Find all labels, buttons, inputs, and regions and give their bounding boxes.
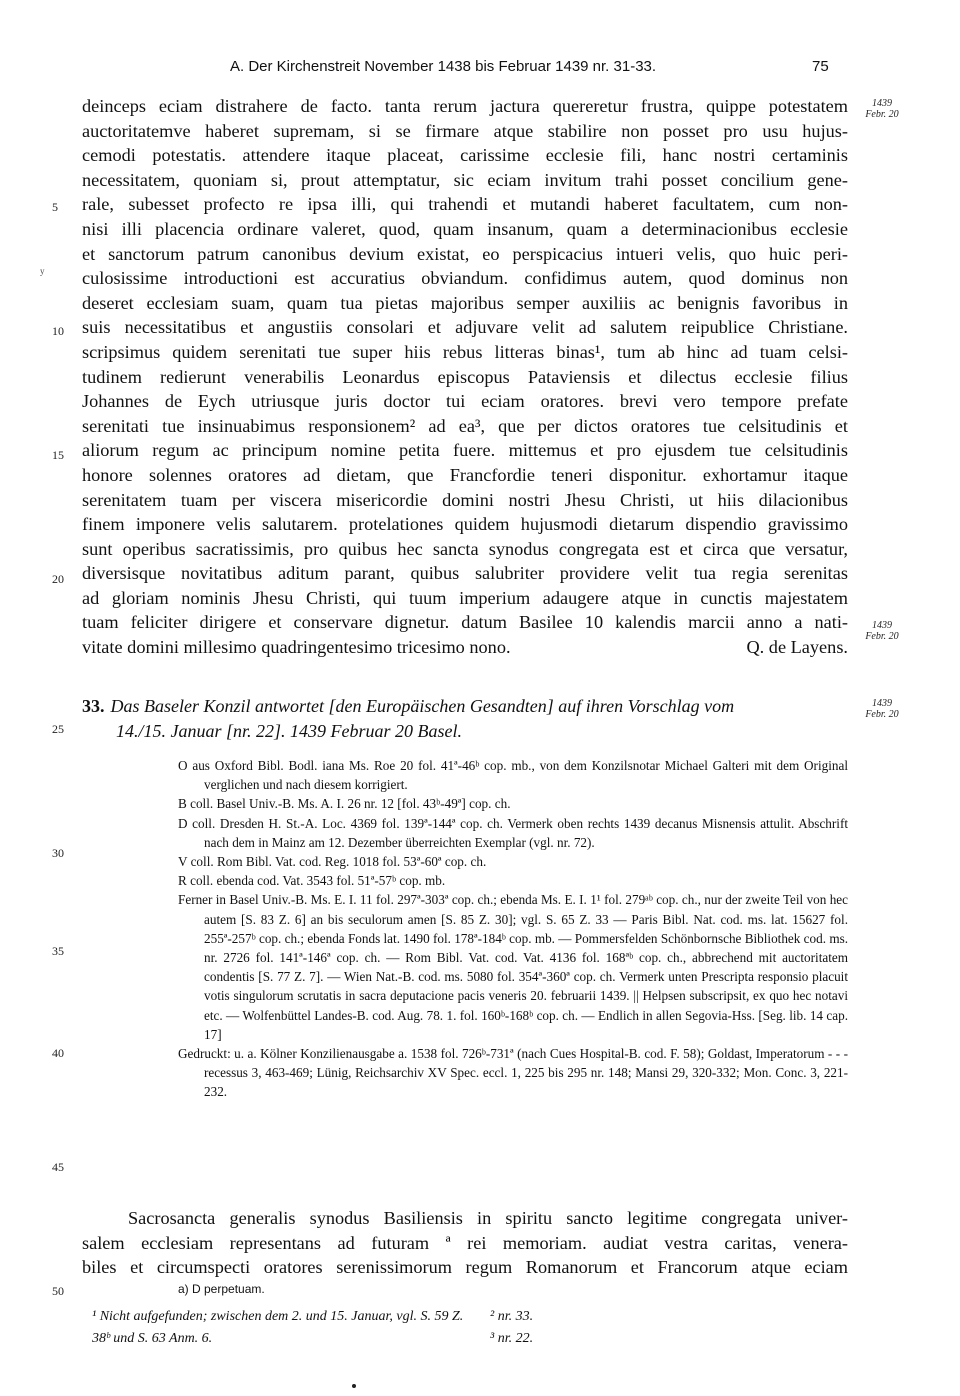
text-line: suis necessitatibus et angustiis consolari et adjuvare velit ad salutem reipublice Christiane. — [82, 317, 848, 338]
source-apparatus — [178, 756, 848, 1102]
footnote-3: ³ nr. 22. — [490, 1331, 534, 1346]
text-line: salem ecclesiam representans ad futuram ª rei memoriam. audiat vestra caritas, venera- — [82, 1232, 848, 1253]
closing-text: vitate domini millesimo quadringentesimo tricesimo nono. — [82, 637, 511, 658]
line-number: 5 — [52, 200, 58, 214]
line-number: 40 — [52, 1046, 64, 1060]
margin-date — [852, 98, 912, 120]
document-number: 33. — [82, 696, 105, 716]
source-entry: D coll. Dresden H. St.-A. Loc. 4369 fol. 139ª-144ª cop. ch. Vermerk oben rechts 1439 decanus Misnensis attulit. Abschrift nach dem in Mainz am 12. Dezember überreichten Exemplar (vgl. nr. 72). — [178, 815, 848, 850]
text-line: ad gloriam nominis Jhesu Christi, qui tuum imperium adaugere atque in cunctis majestatem — [82, 587, 848, 608]
line-number: 35 — [52, 944, 64, 958]
text-line: diversisque novitatibus aditum parant, quibus salubriter providere velit tua regia serenitas — [82, 563, 848, 584]
line-number: 30 — [52, 846, 64, 860]
text-line: aliorum regum ac principum nomine petita fuere. mittemus et pro ejusdem tue celsitudinis — [82, 440, 848, 461]
line-number: 10 — [52, 324, 64, 338]
margin-date — [852, 698, 912, 720]
text-line: tuam feliciter dirigere et conservare dignetur. datum Basilee 10 kalendis marcii anno a nati- — [82, 612, 848, 633]
line-number: 25 — [52, 722, 64, 736]
text-line: auctoritatemve haberet supremam, si se firmare atque stabilire non posset pro usu hujus- — [82, 120, 848, 141]
text-line: cemodi potestatis. attendere itaque placeat, carissime ecclesie fili, hanc nostri certaminis — [82, 145, 848, 166]
page-number: 75 — [812, 58, 829, 75]
margin-year: 1439 — [872, 620, 892, 631]
running-title: A. Der Kirchenstreit November 1438 bis Februar 1439 nr. 31-33. — [230, 58, 657, 75]
text-line: finem imponere velis salutarem. protelationes quidem hujusmodi dietarum dispendio gravissimo — [82, 514, 848, 535]
heading-line-2: 14./15. Januar [nr. 22]. 1439 Februar 20 Basel. — [116, 721, 462, 741]
line-number: 20 — [52, 572, 64, 586]
response-text — [82, 1206, 848, 1280]
source-entry: V coll. Rom Bibl. Vat. cod. Reg. 1018 fol. 53ª-60ª cop. ch. — [178, 854, 487, 870]
stray-mark: y — [40, 266, 45, 276]
text-line: necessitatem, quoniam si, prout attemptatur, sic eciam invitum trahi posset concilium gene- — [82, 169, 848, 190]
signature: Q. de Layens. — [746, 637, 848, 658]
text-line: honore solennes oratores ad dietam, que Francfordie teneri disponitur. exhortamur itaque — [82, 464, 848, 485]
text-line: sunt operibus sacratissimis, pro quibus hec sancta synodus congregata est et circa que versatur, — [82, 538, 848, 559]
text-line: serenitatem tuam per viscera misericordie domini nostri Jhesu Christi, ut hiis dilacionibus — [82, 489, 848, 510]
variant-note: a) D perpetuam. — [178, 1282, 265, 1296]
margin-year: 1439 — [872, 698, 892, 709]
letter-text — [82, 94, 848, 660]
ink-dot — [352, 1384, 356, 1388]
source-entry: O aus Oxford Bibl. Bodl. iana Ms. Roe 20 fol. 41ª-46ᵇ cop. mb., von dem Konzilsnotar Michael Galteri mit dem Original verglichen und nach diesem korrigiert. — [178, 758, 848, 793]
source-entry: Gedruckt: u. a. Kölner Konzilienausgabe a. 1538 fol. 726ᵇ-731ª (nach Cues Hospital-B. cod. F. 58); Goldast, Imperatorum - - - recessus 3, 463-469; Lünig, Reichsarchiv XV Spec. eccl. 1, 225 bis 295 nr. 148; Mansi 29, 320-332; Mon. Conc. 3, 221-232. — [178, 1046, 848, 1100]
margin-day: Febr. 20 — [865, 109, 899, 120]
margin-date — [852, 620, 912, 642]
text-line: et sanctorum patrum canonibus devium existat, eo perspicacius intueri velis, quo huic peri- — [82, 243, 848, 264]
source-entry: Ferner in Basel Univ.-B. Ms. E. I. 11 fol. 297ª-303ª cop. ch.; ebenda Ms. E. I. 1¹ fol. 279ᵃᵇ cop. ch., nur der zweite Teil von hec autem [S. 83 Z. 6] an bis seculorum amen [S. 85 Z. 30]; vgl. S. 65 Z. 33 — Paris Bibl. Nat. cod. ms. lat. 15627 fol. 255ª-257ᵇ cop. ch.; ebenda Fonds lat. 1490 fol. 178ª-184ᵇ cop. mb. — Pommersfelden Schönbornsche Bibliothek cod. ms. nr. 2726 fol. 141ª-146ª cop. ch. — Rom Bibl. Vat. cod. Vat. 4136 fol. 168ªᵇ cop. ch., abbrechend mit auctoritatem condentis [S. 77 Z. 7]. — Wien Nat.-B. cod. ms. 5080 fol. 354ª-360ª cop. ch. Vermerk unten Prescripta responsio placuit votis singulorum scrutatis in sacra deputacione pacis veneris 20. februarii 1439. || Helpsen subscripsit, ex quo hec notavi etc. — Wolfenbüttel Landes-B. cod. Aug. 78. 1. fol. 160ᵇ-168ᵇ cop. ch. — Endlich in allen Segovia-Hss. [Seg. lib. 14 cap. 17] — [178, 892, 848, 1042]
margin-day: Febr. 20 — [865, 709, 899, 720]
running-header — [0, 58, 960, 82]
document-heading — [82, 694, 848, 744]
text-line: tudinem redierunt venerabilis Leonardus episcopus Pataviensis et dilectus ecclesie filius — [82, 366, 848, 387]
closing-line — [82, 635, 848, 660]
source-entry: R coll. ebenda cod. Vat. 3543 fol. 51ª-57ᵇ cop. mb. — [178, 873, 446, 889]
text-line: biles et circumspecti oratores serenissimorum regum Romanorum et Francorum atque eciam — [82, 1257, 848, 1278]
text-line: rale, subesset profecto re ipsa illi, qui trahendi et mutandi haberet facultatem, cum non- — [82, 194, 848, 215]
heading-line-1: Das Baseler Konzil antwortet [den Europäischen Gesandten] auf ihren Vorschlag vom — [110, 696, 735, 716]
line-number: 15 — [52, 448, 64, 462]
text-line: deinceps eciam distrahere de facto. tanta rerum jactura quereretur frustra, quippe potestatem — [82, 96, 848, 116]
text-line: deseret ecclesiam suam, quam tua pietas majoribus semper auxiliis ac benignis favoribus in — [82, 292, 848, 313]
footnote-1: ¹ Nicht aufgefunden; zwischen dem 2. und 15. Januar, vgl. S. 59 Z. 38ᵇ und S. 63 Anm. 6. — [92, 1309, 464, 1346]
footnote-2: ² nr. 33. — [490, 1309, 534, 1324]
margin-day: Febr. 20 — [865, 631, 899, 642]
line-number: 50 — [52, 1284, 64, 1298]
text-line: Sacrosancta generalis synodus Basiliensis in spiritu sancto legitime congregata univer- — [128, 1208, 848, 1228]
text-line: nisi illi placencia ordinare valeret, quod, quam insanum, quam a determinacionibus ecclesie — [82, 218, 848, 239]
margin-year: 1439 — [872, 98, 892, 109]
line-number: 45 — [52, 1160, 64, 1174]
text-line: culosissime introductioni est accuratius obviandum. confidimus autem, quod dominus non — [82, 268, 848, 289]
text-line: scripsimus quidem serenitati tue super hiis rebus litteras binas¹, tum ab hinc ad tuam celsi- — [82, 341, 848, 362]
source-entry: B coll. Basel Univ.-B. Ms. A. I. 26 nr. 12 [fol. 43ᵇ-49ª] cop. ch. — [178, 796, 511, 812]
text-line: Johannes de Eych utriusque juris doctor tui eciam oratores. brevi vero tempore prefate — [82, 391, 848, 412]
text-line: serenitati tue insinuabimus responsionem² ad ea³, que per dictos oratores tue celsitudinis et — [82, 415, 848, 436]
